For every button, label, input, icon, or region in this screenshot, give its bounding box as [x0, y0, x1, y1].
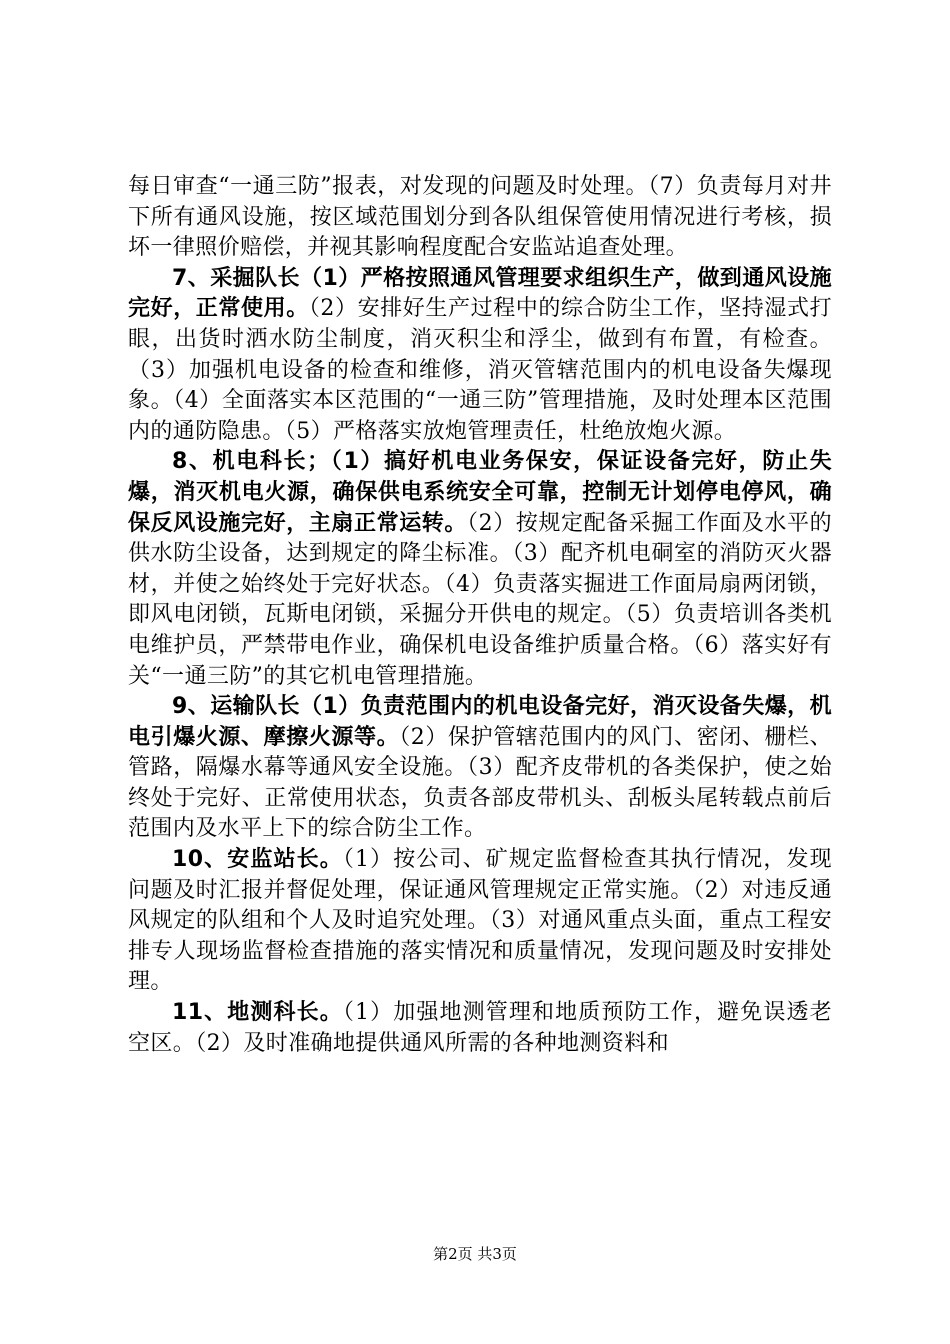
paragraph-text: （1）按公司、矿规定监督检查其执行情况，发现问题及时汇报并督促处理，保证通风管理规定正常实施。（2）对违反通风规定的队组和个人及时追究处理。（3）对通风重点头面，重点工程安排专人现场监督检查措施的落实情况和质量情况，发现问题及时安排处理。 [128, 847, 832, 995]
body-text [128, 172, 832, 1059]
paragraph-mining-team-leader [128, 264, 832, 448]
paragraph-safety-station-chief [128, 845, 832, 998]
paragraph-text: （2）安排好生产过程中的综合防尘工作，坚持湿式打眼，出货时洒水防尘制度，消灭积尘和浮尘，做到有布置，有检查。（3）加强机电设备的检查和维修，消灭管辖范围内的机电设备失爆现象。（4）全面落实本区范围的“一通三防”管理措施，及时处理本区范围内的通防隐患。（5）严格落实放炮管理责任，杜绝放炮火源。 [128, 296, 833, 444]
paragraph-heading: 9、运输队长（1）负责范围内的机电设备完好，消灭设备失爆，机电引爆火源、摩擦火源等。 [128, 694, 832, 750]
page-number-footer: 第2页 共3页 [433, 1245, 517, 1263]
paragraph-electromechanical-chief [128, 447, 832, 692]
paragraph-heading: 11、地测科长。 [172, 1000, 343, 1026]
paragraph-heading: 10、安监站长。 [172, 847, 343, 873]
paragraph-text: 每日审查“一通三防”报表，对发现的问题及时处理。（7）负责每月对井下所有通风设施，按区域范围划分到各队组保管使用情况进行考核，损坏一律照价赔偿，并视其影响程度配合安监站追查处理。 [128, 174, 832, 261]
paragraph-text: （2）按规定配备采掘工作面及水平的供水防尘设备，达到规定的降尘标准。（3）配齐机电硐室的消防灭火器材，并使之始终处于完好状态。（4）负责落实掘进工作面局扇两闭锁，即风电闭锁，瓦斯电闭锁，采掘分开供电的规定。（5）负责培训各类机电维护员，严禁带电作业，确保机电设备维护质量合格。（6）落实好有关“一通三防”的其它机电管理措施。 [128, 510, 832, 689]
paragraph-text: （2）保护管辖范围内的风门、密闭、栅栏、管路，隔爆水幕等通风安全设施。（3）配齐皮带机的各类保护，使之始终处于完好、正常使用状态，负责各部皮带机头、刮板头尾转载点前后范围内及水平上下的综合防尘工作。 [128, 724, 832, 842]
paragraph-transport-team-leader [128, 692, 832, 845]
paragraph-heading: 8、机电科长；（1）搞好机电业务保安，保证设备完好，防止失爆，消灭机电火源，确保供电系统安全可靠，控制无计划停电停风，确保反风设施完好，主扇正常运转。 [128, 449, 832, 536]
paragraph-heading: 7、采掘队长（1）严格按照通风管理要求组织生产，做到通风设施完好，正常使用。 [128, 265, 832, 322]
paragraph-continuation [128, 172, 832, 264]
paragraph-text: （1）加强地测管理和地质预防工作，避免误透老空区。（2）及时准确地提供通风所需的各种地测资料和 [128, 1000, 832, 1056]
paragraph-survey-chief [128, 998, 832, 1059]
